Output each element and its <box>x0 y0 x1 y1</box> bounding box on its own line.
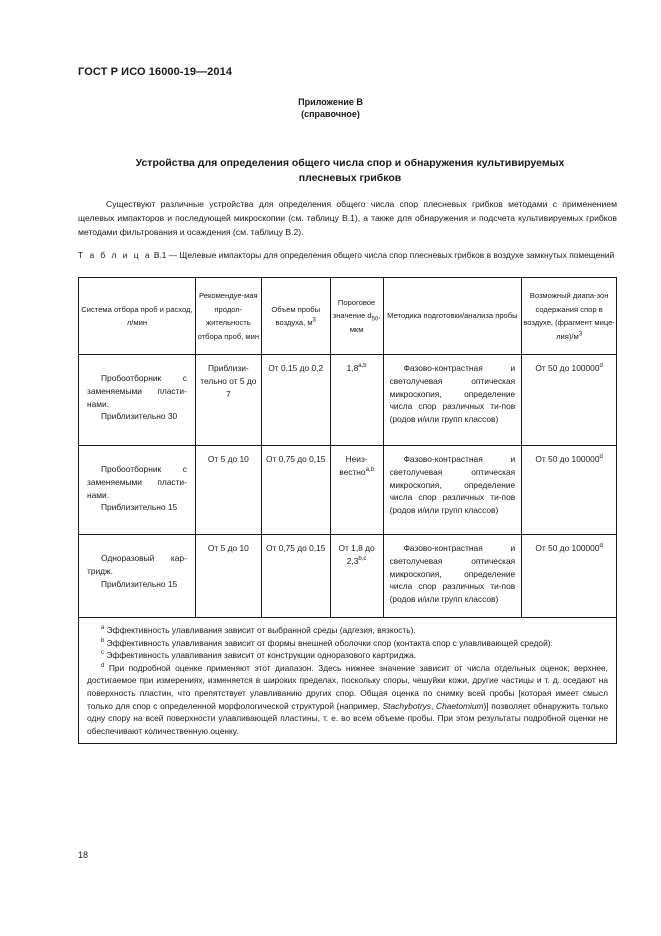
cell-method: Фазово-контрастная и светолучевая оптическая микроскопия, определение числа спор различных ти-пов (родов и/или групп классов) <box>383 355 522 446</box>
table-notes <box>79 618 617 744</box>
cell-duration: Приблизи-тельно от 5 до 7 <box>195 355 261 446</box>
intro-paragraph: Существуют различные устройства для определения общего числа спор плесневых грибков методами с применением щелевых импакторов и последующей микроскопии (см. таблицу В.1), а также для обнаружения и подсчета культивируемых грибков методами фильтрования и осаждения (см. таблицу В.2). <box>78 199 617 237</box>
table-caption <box>78 249 617 261</box>
cell-duration: От 5 до 10 <box>195 535 261 618</box>
footnote-c: $^c$ Эффективность улавливания зависит от конструкции одноразового картриджа. <box>101 650 417 661</box>
footnote-a: $^a$ Эффективность улавливания зависит от выбранной среды (адгезия, вязкость). <box>101 625 416 635</box>
page-number: 18 <box>78 850 89 860</box>
impactor-table <box>78 277 617 744</box>
table-notes-row <box>79 618 617 744</box>
cell-range: От 50 до 100000$^d$ <box>522 446 617 535</box>
header-range: Возможный диапа-зон содержания спор в воздухе, (фрагмент мице-$лия)/м^3$ <box>522 278 617 355</box>
standard-designation: ГОСТ Р ИСО 16000-19—2014 <box>78 66 233 78</box>
table-row <box>79 535 617 618</box>
cell-system: Пробоотборник с заменяемыми пласти-нами. Приблизительно 30 <box>79 355 196 446</box>
header-system: Система отбора проб и расход, л/мин <box>79 278 196 355</box>
header-threshold: Пороговое значение $d_{50}$, мкм <box>330 278 383 355</box>
cell-threshold: От 1,8 до 2,3$^{b,c}$ <box>330 535 383 618</box>
footnote-d: $^d$ При подробной оценке применяют этот диапазон. Здесь нижнее значение зависит от числа отдельных оценок; верхнее, достигаемое при измерениях, изменяется в широких пределах, поскольку споры, чешуйки кожи, другие частицы и т. д. оседают на поверхность пластин, что препятствует улавливанию других спор. Общая оценка по снимку всей пробы [которая имеет смысл только для спор с определенной морфологической структурой (например, Stachybotrys, Chaetomium)] позволяет обнаружить только одну спору на всей поверхности улавливающей пластины, т. е. во всем объеме пробы. При этом результаты подробной оценки не обеспечивают количественную оценку. <box>87 662 608 736</box>
cell-system: Пробоотборник с заменяемыми пласти-нами. Приблизительно 15 <box>79 446 196 535</box>
annex-title: Приложение В <box>298 97 363 107</box>
cell-duration: От 5 до 10 <box>195 446 261 535</box>
cell-method: Фазово-контрастная и светолучевая оптическая микроскопия, определение числа спор различных ти-пов (родов и/или групп классов) <box>383 535 522 618</box>
header-method: Методика подготовки/анализа пробы <box>383 278 522 355</box>
header-volume: Объем пробы воздуха, $м^3$ <box>261 278 330 355</box>
cell-volume: От 0,75 до 0,15 <box>261 535 330 618</box>
annex-subtitle: (справочное) <box>301 109 360 119</box>
table-caption-text: В.1 — Щелевые импакторы для определения общего числа спор плесневых грибков в воздухе замкнутых помещений <box>153 250 615 260</box>
cell-method: Фазово-контрастная и светолучевая оптическая микроскопия, определение числа спор различных ти-пов (родов и/или групп классов) <box>383 446 522 535</box>
footnote-b: $^b$ Эффективность улавливания зависит от формы внешней оболочки спор (контакта спор с улавливающей средой). <box>101 637 553 648</box>
table-caption-label: Т а б л и ц а <box>78 250 152 260</box>
section-heading <box>100 156 600 186</box>
table-row <box>79 446 617 535</box>
header-duration: Рекомендуе-мая продол-жительность отбора проб, мин <box>195 278 261 355</box>
cell-threshold: 1,8$^{a,b}$ <box>330 355 383 446</box>
cell-system: Одноразовый кар-тридж. Приблизительно 15 <box>79 535 196 618</box>
cell-threshold: Неиз-вестно$^{a,b}$ <box>330 446 383 535</box>
cell-range: От 50 до 100000$^d$ <box>522 535 617 618</box>
table-row <box>79 355 617 446</box>
section-heading-line-1: Устройства для определения общего числа спор и обнаружения культивируемых <box>135 157 565 169</box>
section-heading-line-2: плесневых грибков <box>298 172 402 184</box>
cell-volume: От 0,15 до 0,2 <box>261 355 330 446</box>
cell-volume: От 0,75 до 0,15 <box>261 446 330 535</box>
cell-range: От 50 до 100000$^d$ <box>522 355 617 446</box>
table-header-row <box>79 278 617 355</box>
